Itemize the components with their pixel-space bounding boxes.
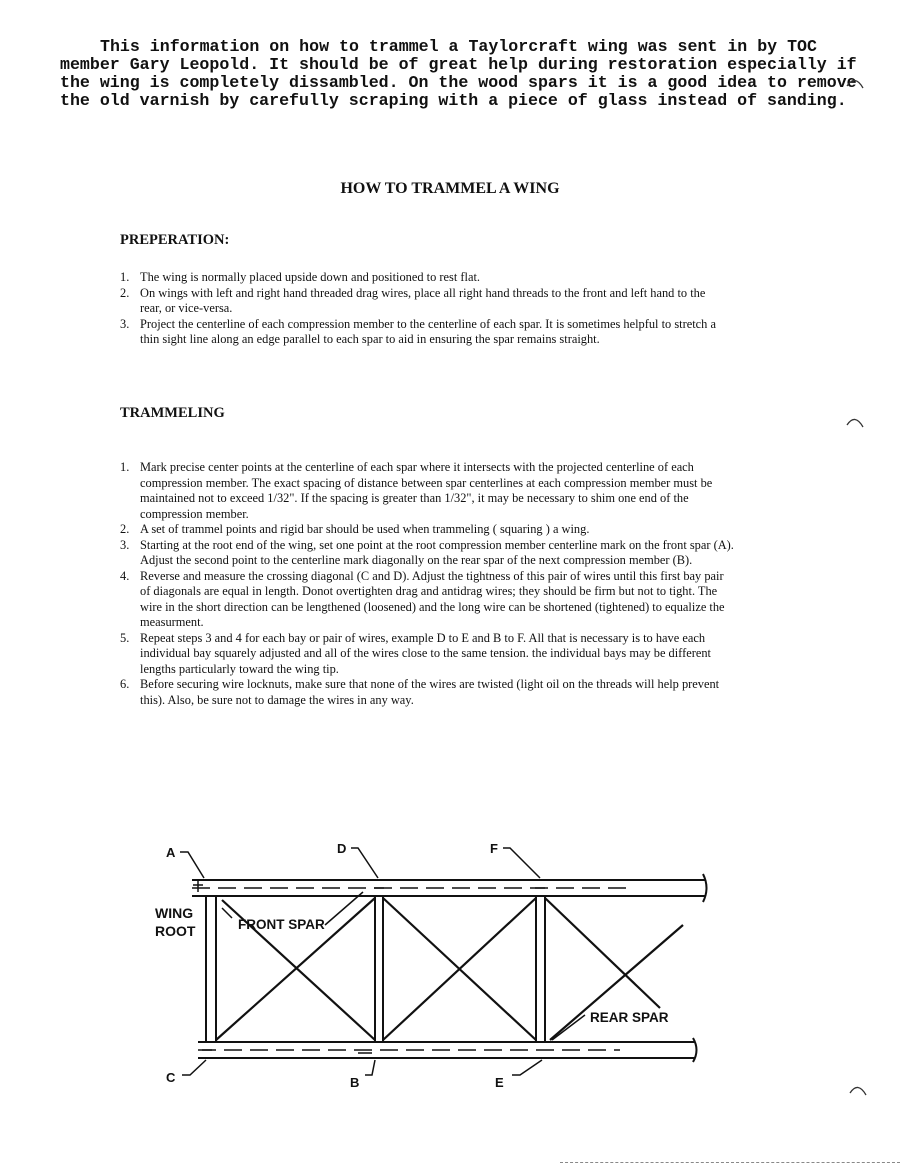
item-text: Before securing wire locknuts, make sure that none of the wires are twisted (light oil on the threads will help prevent this). Also, be sure not to damage the wires in any way. (140, 677, 720, 707)
item-number: 2. (120, 285, 130, 300)
list-item (120, 569, 735, 631)
label-d: D (337, 841, 347, 856)
page-title: HOW TO TRAMMEL A WING (340, 180, 560, 197)
preparation-list (120, 270, 720, 348)
front-spar-label: FRONT SPAR (238, 917, 325, 932)
label-f: F (490, 841, 498, 856)
list-item (120, 538, 735, 569)
item-number: 3. (120, 537, 130, 552)
margin-hook-mark (845, 76, 865, 90)
trammeling-heading: TRAMMELING (120, 405, 225, 421)
rear-spar-drawing (198, 1038, 697, 1062)
wing-trammel-diagram (150, 830, 730, 1100)
item-number: 5. (120, 630, 130, 645)
item-text: Starting at the root end of the wing, set one point at the root compression member centerline mark on the front spar (A). Adjust the second point to the centerline mark diagonally on the rear spar of the next compression member (B). (140, 537, 734, 567)
label-a: A (166, 845, 176, 860)
list-item (120, 460, 735, 522)
list-item (120, 270, 720, 286)
list-item (120, 286, 720, 317)
list-item (120, 631, 735, 678)
list-item (120, 522, 735, 538)
preparation-heading: PREPERATION: (120, 232, 230, 248)
item-text: A set of trammel points and rigid bar should be used when trammeling ( squaring ) a wing. (140, 522, 590, 536)
item-text: Project the centerline of each compression member to the centerline of each spar. It is sometimes helpful to stretch a thin sight line along an edge parallel to each spar to aid in ensuring the spar remains straight. (140, 316, 716, 346)
front-spar-drawing (192, 874, 707, 902)
intro-paragraph (60, 38, 860, 110)
list-item (120, 677, 735, 708)
center-marks (193, 880, 545, 1053)
intro-text: This information on how to trammel a Taylorcraft wing was sent in by TOC member Gary Leopold. It should be of great help during restoration especially if the wing is completely dissambled. On the wood spars it is a good idea to remove the old varnish by carefully scraping with a piece of glass instead of sanding. (60, 37, 857, 110)
item-text: Repeat steps 3 and 4 for each bay or pair of wires, example D to E and B to F. All that is necessary is to have each individual bay squarely adjusted and all of the wires close to the same tension. the individual bays may be different lengths particularly toward the wing tip. (140, 630, 711, 676)
item-number: 1. (120, 460, 130, 474)
wing-root-label-line2: ROOT (155, 923, 196, 939)
item-number: 6. (120, 677, 130, 691)
margin-hook-mark (848, 1083, 868, 1097)
label-c: C (166, 1070, 176, 1085)
wing-root-label-line1: WING (155, 905, 194, 921)
item-text: On wings with left and right hand threaded drag wires, place all right hand threads to the front and left hand to the rear, or vice-versa. (140, 285, 706, 315)
scan-edge-line (560, 1162, 900, 1163)
trammeling-list (120, 460, 735, 708)
item-number: 3. (120, 316, 130, 331)
margin-hook-mark (845, 415, 865, 429)
item-number: 4. (120, 568, 130, 583)
label-e: E (495, 1075, 504, 1090)
rear-spar-label: REAR SPAR (590, 1010, 669, 1025)
item-text: Mark precise center points at the centerline of each spar where it intersects with the projected centerline of each compression member. The exact spacing of distance between spar centerlines at each compression member must be maintained not to exceed 1/32". If the spacing is greater than 1/32", it may be necessary to shim one end of the compression member. (140, 460, 713, 521)
item-number: 1. (120, 270, 130, 284)
list-item (120, 317, 720, 348)
item-text: Reverse and measure the crossing diagonal (C and D). Adjust the tightness of this pair of wires until this first bay pair of diagonals are equal in length. Donot overtighten drag and antidrag wires; they should be firm but not to tight. The wire in the short direction can be lengthened (loosened) and the long wire can be shortened (tightened) to equalize the measurment. (140, 568, 725, 629)
item-number: 2. (120, 522, 130, 536)
item-text: The wing is normally placed upside down and positioned to rest flat. (140, 270, 480, 284)
label-b: B (350, 1075, 360, 1090)
